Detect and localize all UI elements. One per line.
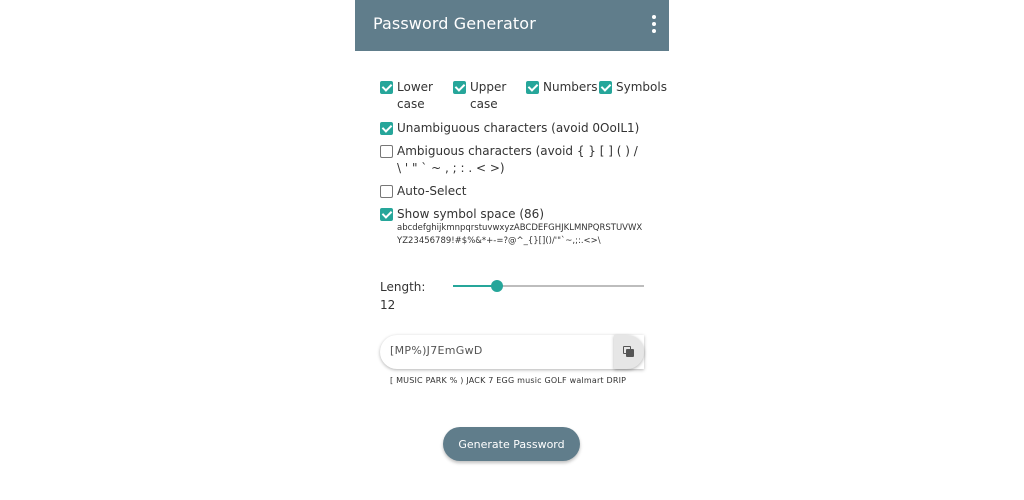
length-slider[interactable] [453,285,644,288]
checkbox-checked-icon[interactable] [380,208,393,221]
checkbox-upper-case[interactable] [453,79,513,113]
checkbox-show-symbol-space[interactable] [380,206,640,223]
checkbox-checked-icon[interactable] [526,81,539,94]
symbol-space-text: abcdefghijkmnpqrstuvwxyzABCDEFGHJKLMNPQRSTUVWXYZ23456789!#$%&*+-=?@^_{}[]()/'"`~,;:.<>\ [397,223,643,246]
copy-icon [623,346,635,358]
app-title: Password Generator [373,14,536,33]
checkbox-checked-icon[interactable] [380,81,393,94]
password-output-field[interactable] [380,335,644,369]
checkbox-label: Lower case [397,80,433,111]
checkbox-label: Unambiguous characters (avoid 0OoIL1) [397,121,640,135]
checkbox-label: Numbers [543,80,598,94]
length-label-text: Length: [380,280,426,294]
checkbox-auto-select[interactable] [380,183,580,200]
checkbox-numbers[interactable] [526,79,596,96]
length-label [380,278,430,314]
checkbox-checked-icon[interactable] [453,81,466,94]
more-vert-icon[interactable] [647,12,661,36]
checkbox-checked-icon[interactable] [380,122,393,135]
checkbox-label: Ambiguous characters (avoid { } [ ] ( ) / \ ' " ` ~ , ; : . < >) [397,144,638,175]
slider-thumb[interactable] [491,280,503,292]
generate-password-button[interactable]: Generate Password [443,427,580,461]
checkbox-symbols[interactable] [599,79,669,96]
checkbox-unambiguous[interactable] [380,120,650,137]
checkbox-label: Symbols [616,80,667,94]
length-value: 12 [380,298,396,312]
phonetic-spelling: [ MUSIC PARK % ) JACK 7 EGG music GOLF walmart DRIP [390,376,627,385]
checkbox-checked-icon[interactable] [599,81,612,94]
toolbar [355,0,669,51]
checkbox-unchecked-icon[interactable] [380,185,393,198]
checkbox-label: Show symbol space (86) [397,207,544,221]
checkbox-label: Auto-Select [397,184,467,198]
checkbox-unchecked-icon[interactable] [380,145,393,158]
app-screen [355,0,669,500]
checkbox-lower-case[interactable] [380,79,440,113]
password-value[interactable]: [MP%)J7EmGwD [390,344,483,357]
checkbox-label: Upper case [470,80,507,111]
checkbox-ambiguous[interactable] [380,143,645,177]
